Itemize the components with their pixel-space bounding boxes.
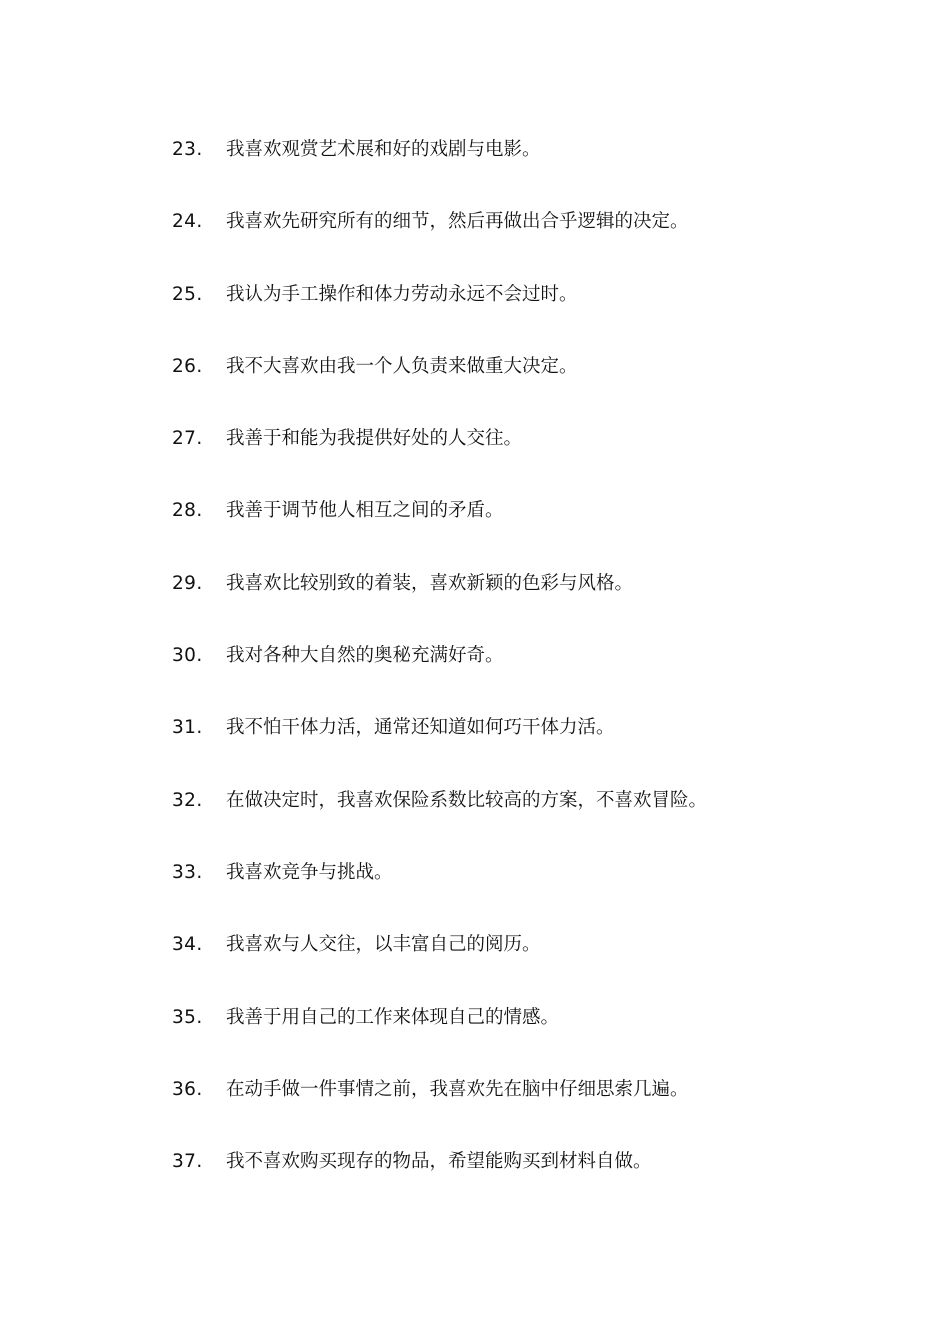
item-number: 35. — [172, 1006, 203, 1028]
item-number: 31. — [172, 717, 203, 739]
item-text: 在动手做一件事情之前，我喜欢先在脑中仔细思索几遍。 — [226, 1078, 689, 1100]
list-item — [172, 136, 892, 208]
list-item — [172, 208, 892, 280]
item-text: 我喜欢比较别致的着装，喜欢新颖的色彩与风格。 — [226, 572, 634, 594]
item-number: 29. — [172, 572, 203, 594]
questionnaire-list — [172, 136, 892, 1220]
item-number: 23. — [172, 139, 203, 160]
list-item — [172, 570, 892, 642]
item-text: 我不大喜欢由我一个人负责来做重大决定。 — [226, 355, 578, 377]
item-text: 在做决定时，我喜欢保险系数比较高的方案，不喜欢冒险。 — [226, 789, 708, 811]
list-item — [172, 1148, 892, 1220]
item-text: 我不喜欢购买现存的物品，希望能购买到材料自做。 — [226, 1151, 652, 1173]
list-item — [172, 642, 892, 714]
item-text: 我喜欢观赏艺术展和好的戏剧与电影。 — [226, 139, 541, 160]
item-text: 我喜欢先研究所有的细节，然后再做出合乎逻辑的决定。 — [226, 211, 689, 233]
list-item — [172, 425, 892, 497]
item-number: 28. — [172, 500, 203, 522]
item-number: 37. — [172, 1151, 203, 1173]
item-text: 我善于和能为我提供好处的人交往。 — [226, 428, 523, 450]
item-text: 我认为手工操作和体力劳动永远不会过时。 — [226, 283, 578, 305]
item-number: 30. — [172, 645, 203, 667]
item-text: 我喜欢竞争与挑战。 — [226, 861, 393, 883]
list-item — [172, 787, 892, 859]
list-item — [172, 859, 892, 931]
item-number: 32. — [172, 789, 203, 811]
item-text: 我喜欢与人交往，以丰富自己的阅历。 — [226, 934, 541, 956]
list-item — [172, 281, 892, 353]
item-number: 33. — [172, 861, 203, 883]
list-item — [172, 1076, 892, 1148]
list-item — [172, 714, 892, 786]
item-text: 我善于调节他人相互之间的矛盾。 — [226, 500, 504, 522]
list-item — [172, 931, 892, 1003]
item-text: 我善于用自己的工作来体现自己的情感。 — [226, 1006, 560, 1028]
item-number: 24. — [172, 211, 203, 233]
item-number: 36. — [172, 1078, 203, 1100]
item-text: 我不怕干体力活，通常还知道如何巧干体力活。 — [226, 717, 615, 739]
list-item — [172, 353, 892, 425]
item-number: 34. — [172, 934, 203, 956]
item-number: 27. — [172, 428, 203, 450]
item-text: 我对各种大自然的奥秘充满好奇。 — [226, 645, 504, 667]
item-number: 25. — [172, 283, 203, 305]
list-item — [172, 1004, 892, 1076]
item-number: 26. — [172, 355, 203, 377]
list-item — [172, 497, 892, 569]
